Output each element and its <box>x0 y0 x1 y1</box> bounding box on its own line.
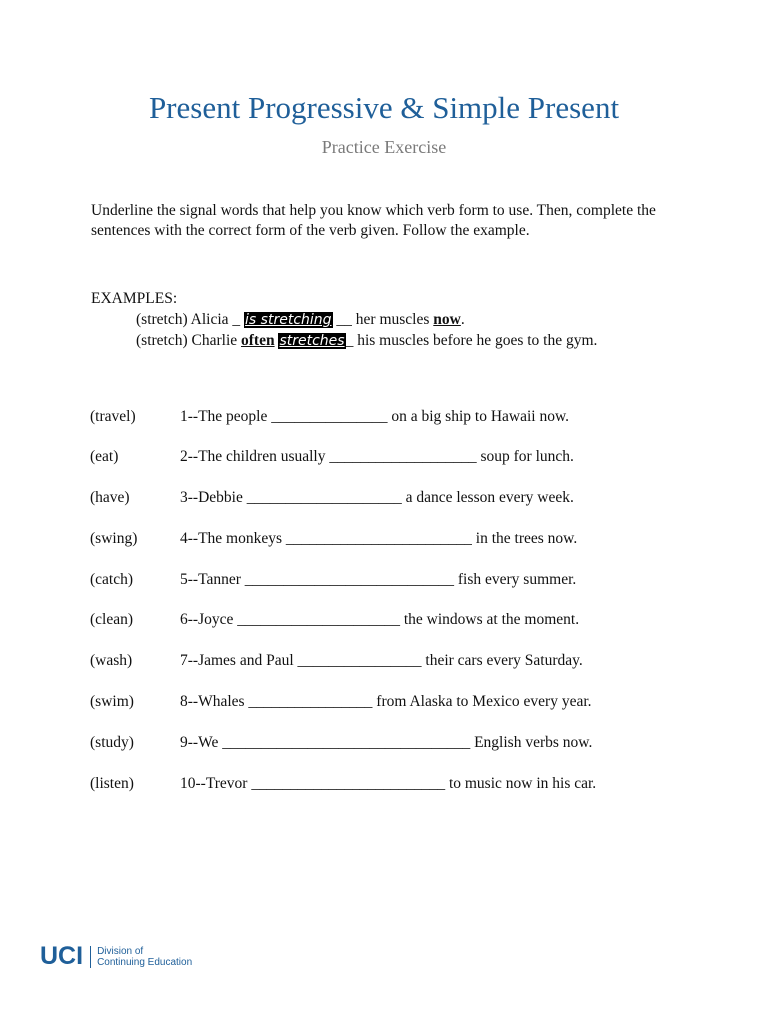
examples-label: EXAMPLES: <box>91 290 178 307</box>
example-blank: _ <box>345 332 354 349</box>
example-blank: _ <box>232 311 241 328</box>
exercise-sentence: 2--The children usually ___________________ soup for lunch. <box>180 448 574 465</box>
example-signal-word: often <box>241 332 275 349</box>
logo-line-2: Continuing Education <box>97 956 193 968</box>
example-subject: Alicia <box>190 311 229 328</box>
example-blank: __ <box>336 311 352 328</box>
instructions: Underline the signal words that help you know which verb form to use. Then, complete the sentences with the correct form of the verb given. Follow the example. <box>91 202 656 239</box>
logo-divider <box>90 946 91 968</box>
exercise-verb: (study) <box>90 734 134 751</box>
exercise-sentence: 5--Tanner ___________________________ fish every summer. <box>180 571 577 588</box>
page-subtitle: Practice Exercise <box>321 137 447 157</box>
example-signal-word: now <box>433 311 461 328</box>
exercise-sentence: 9--We ________________________________ English verbs now. <box>180 734 593 751</box>
example-end: . <box>460 311 465 328</box>
exercise-sentence: 7--James and Paul ________________ their cars every Saturday. <box>180 652 583 669</box>
example-1 <box>136 311 465 329</box>
exercise-sentence: 6--Joyce _____________________ the windows at the moment. <box>180 611 580 628</box>
exercise-sentence: 4--The monkeys ________________________ in the trees now. <box>180 530 578 547</box>
example-answer: is stretching <box>245 312 332 328</box>
exercise-verb: (travel) <box>90 408 136 425</box>
page-title: Present Progressive & Simple Present <box>148 90 620 125</box>
example-verb: (stretch) <box>136 311 188 328</box>
exercise-sentence: 10--Trevor _________________________ to music now in his car. <box>180 775 597 792</box>
exercise-verb: (listen) <box>90 775 134 792</box>
exercise-verb: (catch) <box>90 571 134 588</box>
logo-mark: UCI <box>40 942 84 970</box>
logo-text <box>97 946 192 968</box>
exercise-verb: (swing) <box>90 530 138 547</box>
example-verb: (stretch) <box>136 332 188 349</box>
exercise-verb: (wash) <box>90 652 133 669</box>
example-answer: stretches <box>279 333 345 349</box>
example-middle: her muscles <box>355 311 430 328</box>
example-end: his muscles before he goes to the gym. <box>357 332 598 349</box>
logo-line-1: Division of <box>97 945 144 957</box>
exercise-verb: (swim) <box>90 693 134 710</box>
uci-logo <box>40 942 192 971</box>
exercise-sentence: 8--Whales ________________ from Alaska to Mexico every year. <box>180 693 592 710</box>
exercise-verb: (clean) <box>90 611 134 628</box>
example-2 <box>136 332 597 350</box>
exercise-verb: (eat) <box>90 448 119 465</box>
exercise-sentence: 3--Debbie ____________________ a dance lesson every week. <box>180 489 574 506</box>
exercise-sentence: 1--The people _______________ on a big ship to Hawaii now. <box>180 408 570 425</box>
example-subject: Charlie <box>191 332 238 349</box>
exercise-verb: (have) <box>90 489 130 506</box>
